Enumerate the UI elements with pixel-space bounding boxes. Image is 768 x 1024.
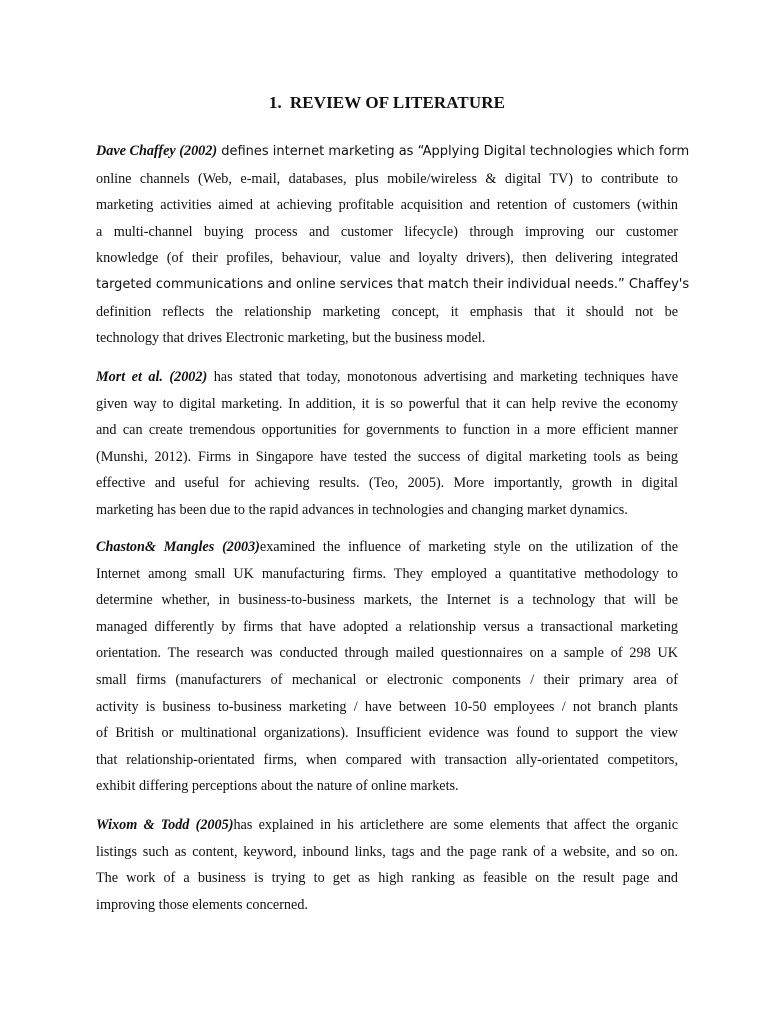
paragraph-line: Wixom & Todd (2005)has explained in his articlethere are some elements that affect the organic	[96, 817, 678, 833]
paragraph-line: of British or multinational organizations). Insufficient evidence was found to support the view	[96, 725, 678, 742]
paragraph-line: given way to digital marketing. In addition, it is so powerful that it can help revive the economy	[96, 395, 678, 412]
citation: Mort et al. (2002)	[96, 369, 208, 385]
paragraph-line: that relationship-orientated firms, when compared with transaction ally-orientated competitors,	[96, 751, 678, 768]
paragraph-line: improving those elements concerned.	[96, 896, 308, 913]
paragraph-line: knowledge (of their profiles, behaviour, value and loyalty drivers), then delivering integrated	[96, 250, 678, 267]
document-page	[96, 0, 690, 1024]
citation: Dave Chaffey (2002)	[96, 143, 218, 159]
paragraph-line: and can create tremendous opportunities for governments to function in a more efficient manner	[96, 422, 678, 439]
paragraph-line: determine whether, in business-to-business markets, the Internet is a technology that will be	[96, 592, 678, 609]
paragraph-line: managed differently by firms that have adopted a relationship versus a transactional marketing	[96, 618, 678, 635]
paragraph-line: marketing has been due to the rapid advances in technologies and changing market dynamics.	[96, 501, 628, 518]
paragraph-line: listings such as content, keyword, inbound links, tags and the page rank of a website, and so on.	[96, 843, 678, 860]
paragraph-wixom	[96, 812, 678, 918]
section-heading	[96, 93, 678, 113]
paragraph-chaffey	[96, 138, 690, 352]
paragraph-line: online channels (Web, e-mail, databases, plus mobile/wireless & digital TV) to contribute to	[96, 170, 678, 187]
paragraph-line: a multi-channel buying process and customer lifecycle) through improving our customer	[96, 223, 678, 240]
paragraph-line: The work of a business is trying to get as high ranking as feasible on the result page and	[96, 870, 678, 887]
paragraph-mort	[96, 364, 678, 524]
paragraph-line: (Munshi, 2012). Firms in Singapore have tested the success of digital marketing tools as being	[96, 448, 678, 465]
paragraph-line: marketing activities aimed at achieving profitable acquisition and retention of customers (within	[96, 197, 678, 214]
paragraph-line: effective and useful for achieving results. (Teo, 2005). More importantly, growth in digital	[96, 475, 678, 492]
paragraph-chaston	[96, 534, 678, 800]
citation: Chaston& Mangles (2003)	[96, 539, 260, 555]
paragraph-line: exhibit differing perceptions about the nature of online markets.	[96, 778, 459, 795]
paragraph-line: Internet among small UK manufacturing firms. They employed a quantitative methodology to	[96, 565, 678, 582]
paragraph-line: technology that drives Electronic marketing, but the business model.	[96, 330, 486, 347]
citation: Wixom & Todd (2005)	[96, 817, 234, 833]
paragraph-line: small firms (manufacturers of mechanical or electronic components / their primary area of	[96, 671, 678, 688]
section-number: 1.	[268, 93, 282, 112]
section-title: REVIEW OF LITERATURE	[289, 93, 506, 112]
paragraph-line: Dave Chaffey (2002) defines internet marketing as “Applying Digital technologies which form	[96, 143, 690, 159]
paragraph-line: Chaston& Mangles (2003)examined the influence of marketing style on the utilization of the	[96, 539, 678, 555]
paragraph-line: definition reflects the relationship marketing concept, it emphasis that it should not be	[96, 303, 678, 320]
paragraph-line: Mort et al. (2002) has stated that today, monotonous advertising and marketing techniques have	[96, 369, 678, 385]
paragraph-line: orientation. The research was conducted through mailed questionnaires on a sample of 298 UK	[96, 645, 678, 662]
paragraph-line: targeted communications and online services that match their individual needs.” Chaffey's	[96, 276, 690, 292]
paragraph-line: activity is business to-business marketing / have between 10-50 employees / not branch plants	[96, 698, 678, 715]
